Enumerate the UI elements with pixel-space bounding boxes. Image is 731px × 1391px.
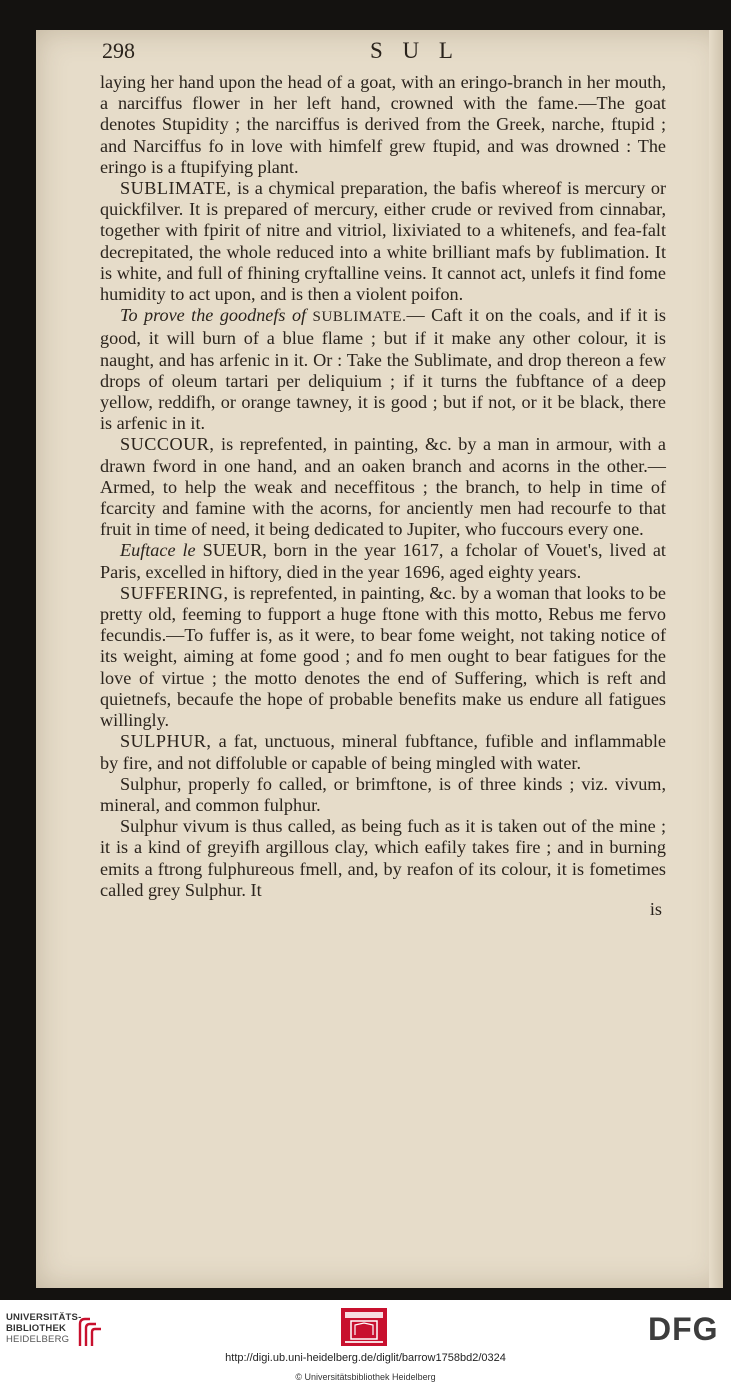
text-segment: Euftace le: [120, 540, 203, 561]
text-segment: Sulphur vivum is thus called, as being fuch as it is taken out of the mine ; it is a kind of greyifh argillous clay, which eafily takes fire ; and in burning emits a ftrong fulphureous fmell, and, by reafon of its colour, it is fometimes called grey Sulphur. It: [100, 816, 666, 900]
text-paragraph: [100, 540, 666, 582]
running-head: S U L: [370, 38, 460, 63]
copyright-notice: © Universitätsbibliothek Heidelberg: [295, 1372, 436, 1382]
text-paragraph: [100, 178, 666, 305]
library-name-line-3: HEIDELBERG: [6, 1334, 70, 1345]
text-segment: Sulphur, properly fo called, or brimftone, is of three kinds ; viz. vivum, mineral, and common fulphur.: [100, 773, 666, 815]
text-paragraph: [100, 72, 666, 178]
text-paragraph: [100, 731, 666, 773]
library-name-line-2: BIBLIOTHEK: [6, 1323, 67, 1334]
text-segment: To prove the goodnefs of: [120, 305, 313, 326]
dfg-logo[interactable]: DFG: [648, 1311, 719, 1347]
text-paragraph: [100, 305, 666, 434]
ub-heidelberg-logo-icon: [76, 1316, 104, 1350]
text-paragraph: [100, 583, 666, 731]
permalink-url[interactable]: http://digi.ub.uni-heidelberg.de/diglit/barrow1758bd2/0324: [225, 1352, 506, 1364]
text-segment: is a chymical preparation, the bafis whereof is mercury or quickfilver. It is prepared of mercury, either crude or revived from cinnabar, together with fpirit of nitre and vitriol, lixiviated to a whitenefs, and fea-falt decrepitated, the whole reduced into a white brilliant mafs by fublimation. It is white, and full of fhining cryftalline veins. It cannot act, unlefs it find fome humidity to act upon, and is then a violent poifon.: [100, 178, 666, 305]
page-edge-shadow: [709, 30, 723, 1288]
text-segment: SUBLIMATE.: [312, 309, 407, 326]
entry-headword: SUBLIMATE,: [120, 178, 232, 199]
text-paragraph: [100, 774, 666, 816]
catchword: is: [649, 898, 662, 919]
page-number: 298: [102, 38, 135, 63]
entry-headword: SULPHUR,: [120, 731, 212, 752]
library-name-line-1: UNIVERSITÄTS-: [6, 1312, 82, 1323]
entry-headword: SUCCOUR,: [120, 434, 215, 455]
entry-headword: SUFFERING,: [120, 582, 229, 603]
text-segment: is reprefented, in painting, &c. by a woman that looks to be pretty old, feeming to fupport a huge ftone with this motto, Rebus me fervo fecundis.—To fuffer is, as it were, to bear fome weight, not taking notice of its weight, aiming at fome good ; and fo men ought to bear fatigues for the love of virtue ; the motto denotes the end of Suffering, which is reft and quietnefs, becaufe the hope of probable benefits make us endure all fatigues willingly.: [100, 582, 666, 731]
digitization-seal-icon[interactable]: [341, 1308, 387, 1346]
text-segment: laying her hand upon the head of a goat, with an eringo-branch in her mouth, a narciffus flower in her left hand, crowned with the fame.—The goat denotes Stupidity ; the narciffus is derived from the Greek, narche, ftupid ; and Narciffus fo in love with himfelf grew ftupid, and was drowned : The eringo is a ftupifying plant.: [100, 72, 666, 177]
text-segment: a fat, unctuous, mineral fubftance, fufible and inflammable by fire, and not diffoluble or capable of being mingled with water.: [100, 731, 666, 773]
text-segment: SUEUR, born in the year 1617, a fcholar of Vouet's, lived at Paris, excelled in hiftory, died in the year 1696, aged eighty years.: [100, 540, 666, 582]
text-segment: is reprefented, in painting, &c. by a man in armour, with a drawn fword in one hand, and an oaken branch and acorns in the other.—Armed, to help the weak and neceffitous ; the branch, to help in time of fcarcity and famine with the acorns, for anciently men had recourfe to that fruit in time of need, it being dedicated to Jupiter, who fuccours every one.: [100, 434, 666, 540]
page-text-body: [100, 72, 666, 920]
viewer-footer: [0, 1300, 731, 1391]
text-paragraph: [100, 434, 666, 540]
library-logo[interactable]: [6, 1312, 106, 1352]
text-paragraph: [100, 816, 666, 901]
text-segment: — Caft it on the coals, and if it is good, it will burn of a blue flame ; but if it make any other colour, it is naught, and has arfenic in it. Or : Take the Sublimate, and drop thereon a few drops of oleum tartari per deliquium ; if it turns the fubftance of a deep yellow, reddifh, or orange tawney, it is good ; but if not, or it be black, there is arfenic in it.: [100, 305, 667, 434]
